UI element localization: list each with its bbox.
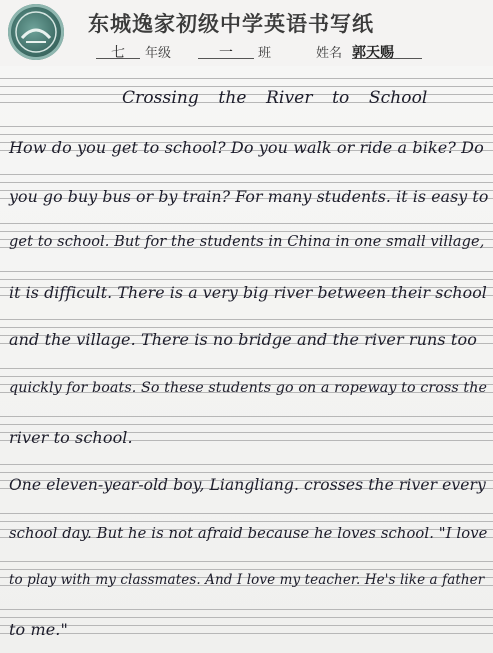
sheet-header xyxy=(0,0,493,66)
ruled-line xyxy=(0,464,493,465)
ruled-line xyxy=(0,424,493,425)
essay-line: quickly for boats. So these students go on a ropeway to cross the xyxy=(9,380,488,396)
ruled-line xyxy=(0,78,493,79)
ruled-line xyxy=(0,609,493,610)
ruled-line xyxy=(0,174,493,175)
ruled-line xyxy=(0,513,493,514)
name-label: 姓名 xyxy=(316,46,343,61)
school-logo xyxy=(8,4,64,60)
essay-line: school day. But he is not afraid because he loves school. "I love xyxy=(9,525,488,542)
class-field: 一 xyxy=(198,42,254,59)
essay-line: and the village. There is no bridge and the river runs too xyxy=(9,330,477,349)
ruled-line xyxy=(0,86,493,87)
essay-line: to play with my classmates. And I love my teacher. He's like a father xyxy=(9,572,485,588)
ruled-line xyxy=(0,416,493,417)
school-title: 东城逸家初级中学英语书写纸 xyxy=(88,11,374,36)
ruled-line xyxy=(0,625,493,626)
ruled-line xyxy=(0,376,493,377)
name-field: 郭天赐 xyxy=(352,42,422,59)
ruled-line xyxy=(0,271,493,272)
ruled-line xyxy=(0,521,493,522)
grade-field: 七 xyxy=(96,42,140,59)
essay-line: get to school. But for the students in China in one small village, xyxy=(9,234,485,250)
class-label: 班 xyxy=(258,46,272,61)
essay-line: One eleven-year-old boy, Liangliang. crosses the river every xyxy=(9,476,486,494)
ruled-line xyxy=(0,569,493,570)
essay-line: How do you get to school? Do you walk or ride a bike? Do xyxy=(9,138,484,157)
ruled-line xyxy=(0,617,493,618)
ruled-line xyxy=(0,134,493,135)
ruled-line xyxy=(0,223,493,224)
ruled-line xyxy=(0,182,493,183)
ruled-line xyxy=(0,472,493,473)
essay-line: river to school. xyxy=(9,428,133,447)
grade-label: 年级 xyxy=(145,46,172,61)
ruled-line xyxy=(0,327,493,328)
ruled-line xyxy=(0,561,493,562)
school-emblem-icon xyxy=(8,4,64,60)
essay-line: it is difficult. There is a very big river between their school xyxy=(9,283,487,302)
essay-title: Crossing the River to School xyxy=(122,88,428,108)
essay-line: you go buy bus or by train? For many students. it is easy to xyxy=(9,187,489,206)
ruled-line xyxy=(0,126,493,127)
ruled-line xyxy=(0,231,493,232)
essay-line: to me." xyxy=(9,620,68,639)
ruled-line xyxy=(0,279,493,280)
ruled-line xyxy=(0,319,493,320)
ruled-line xyxy=(0,368,493,369)
ruled-line xyxy=(0,633,493,634)
